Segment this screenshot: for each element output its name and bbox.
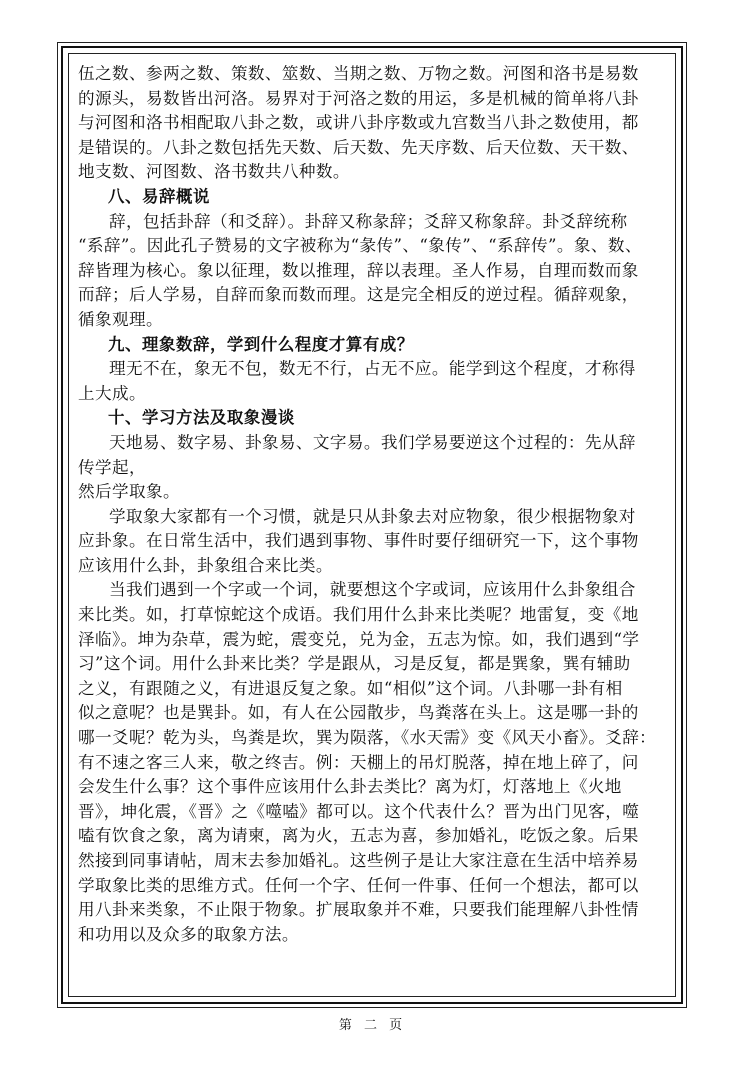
text-line: 当我们遇到一个字或一个词，就要想这个字或词，应该用什么卦象组合 bbox=[109, 580, 636, 600]
section-heading: 九、理象数辞，学到什么程度才算有成？ bbox=[108, 334, 414, 354]
text-line: 应卦象。在日常生活中，我们遇到事物、事件时要仔细研究一下，这个事物 bbox=[78, 531, 639, 551]
text-line: 晋》，坤化震，《晋》之《噬嗑》都可以。这个代表什么？晋为出门见客，噬 bbox=[78, 801, 640, 821]
text-line: 有不速之客三人来，敬之终吉。例：天棚上的吊灯脱落，掉在地上碎了，问 bbox=[78, 752, 639, 772]
section-heading: 八、易辞概说 bbox=[108, 186, 210, 206]
text-line: 泽临》。坤为杂草，震为蛇，震变兑，兑为金，五志为惊。如，我们遇到“学 bbox=[78, 629, 640, 649]
text-line: 而辞；后人学易，自辞而象而数而理。这是完全相反的逆过程。循辞观象， bbox=[78, 285, 639, 305]
document-body bbox=[78, 62, 674, 947]
text-line: 和功用以及众多的取象方法。 bbox=[78, 924, 299, 944]
text-line: 会发生什么事？这个事件应该用什么卦去类比？离为灯，灯落地上《火地 bbox=[78, 777, 622, 797]
text-line: 伍之数、参两之数、策数、筮数、当期之数、万物之数。河图和洛书是易数 bbox=[78, 64, 639, 83]
text-line: 上大成。 bbox=[78, 383, 146, 403]
text-line: 辞皆理为核心。象以征理，数以推理，辞以表理。圣人作易，自理而数而象 bbox=[78, 260, 639, 280]
text-line: 学取象大家都有一个习惯，就是只从卦象去对应物象，很少根据物象对 bbox=[109, 506, 636, 526]
text-line: 传学起， bbox=[78, 457, 146, 477]
text-line: 循象观理。 bbox=[78, 309, 163, 329]
text-line: 应该用什么卦，卦象组合来比类。 bbox=[78, 555, 333, 575]
text-line: 学取象比类的思维方式。任何一个字、任何一件事、任何一个想法，都可以 bbox=[78, 875, 639, 895]
text-line: 与河图和洛书相配取八卦之数，或讲八卦序数或九宫数当八卦之数使用，都 bbox=[78, 113, 639, 133]
text-line: 的源头，易数皆出河洛。易界对于河洛之数的用运，多是机械的简单将八卦 bbox=[78, 88, 639, 108]
text-line: 哪一爻呢？乾为头，鸟粪是坎，巽为陨落，《水天需》变《风天小畜》。爻辞： bbox=[78, 728, 657, 748]
text-line: 地支数、河图数、洛书数共八种数。 bbox=[78, 162, 350, 182]
text-line: 辞，包括卦辞（和爻辞）。卦辞又称彖辞；爻辞又称象辞。卦爻辞统称 bbox=[109, 211, 628, 231]
section-heading: 十、学习方法及取象漫谈 bbox=[108, 408, 295, 428]
text-line: 然后学取象。 bbox=[78, 482, 180, 502]
text-line: 是错误的。八卦之数包括先天数、后天数、先天序数、后天位数、天干数、 bbox=[78, 137, 639, 157]
text-line: 理无不在，象无不包，数无不行，占无不应。能学到这个程度，才称得 bbox=[109, 359, 636, 379]
text-line: “系辞”。因此孔子赞易的文字被称为“彖传”、“象传”、“系辞传”。象、数、 bbox=[78, 236, 642, 256]
text-line: 之义，有跟随之义，有进退反复之象。如“相似”这个词。八卦哪一卦有相 bbox=[78, 678, 623, 698]
page-number: 第 二 页 bbox=[338, 1018, 407, 1033]
text-line: 用八卦来类象，不止限于物象。扩展取象并不难，只要我们能理解八卦性情 bbox=[78, 900, 639, 920]
text-line: 嗑有饮食之象，离为请柬，离为火，五志为喜，参加婚礼，吃饭之象。后果 bbox=[78, 826, 639, 846]
text-line: 然接到同事请帖，周末去参加婚礼。这些例子是让大家注意在生活中培养易 bbox=[78, 851, 639, 870]
text-line: 似之意呢？也是巽卦。如，有人在公园散步，鸟粪落在头上。这是哪一卦的 bbox=[78, 703, 639, 723]
text-line: 习”这个词。用什么卦来比类？学是跟从，习是反复，都是巽象，巽有辅助 bbox=[78, 654, 631, 674]
text-line: 天地易、数字易、卦象易、文字易。我们学易要逆这个过程的：先从辞 bbox=[109, 432, 636, 452]
text-line: 来比类。如，打草惊蛇这个成语。我们用什么卦来比类呢？地雷复，变《地 bbox=[78, 605, 639, 625]
